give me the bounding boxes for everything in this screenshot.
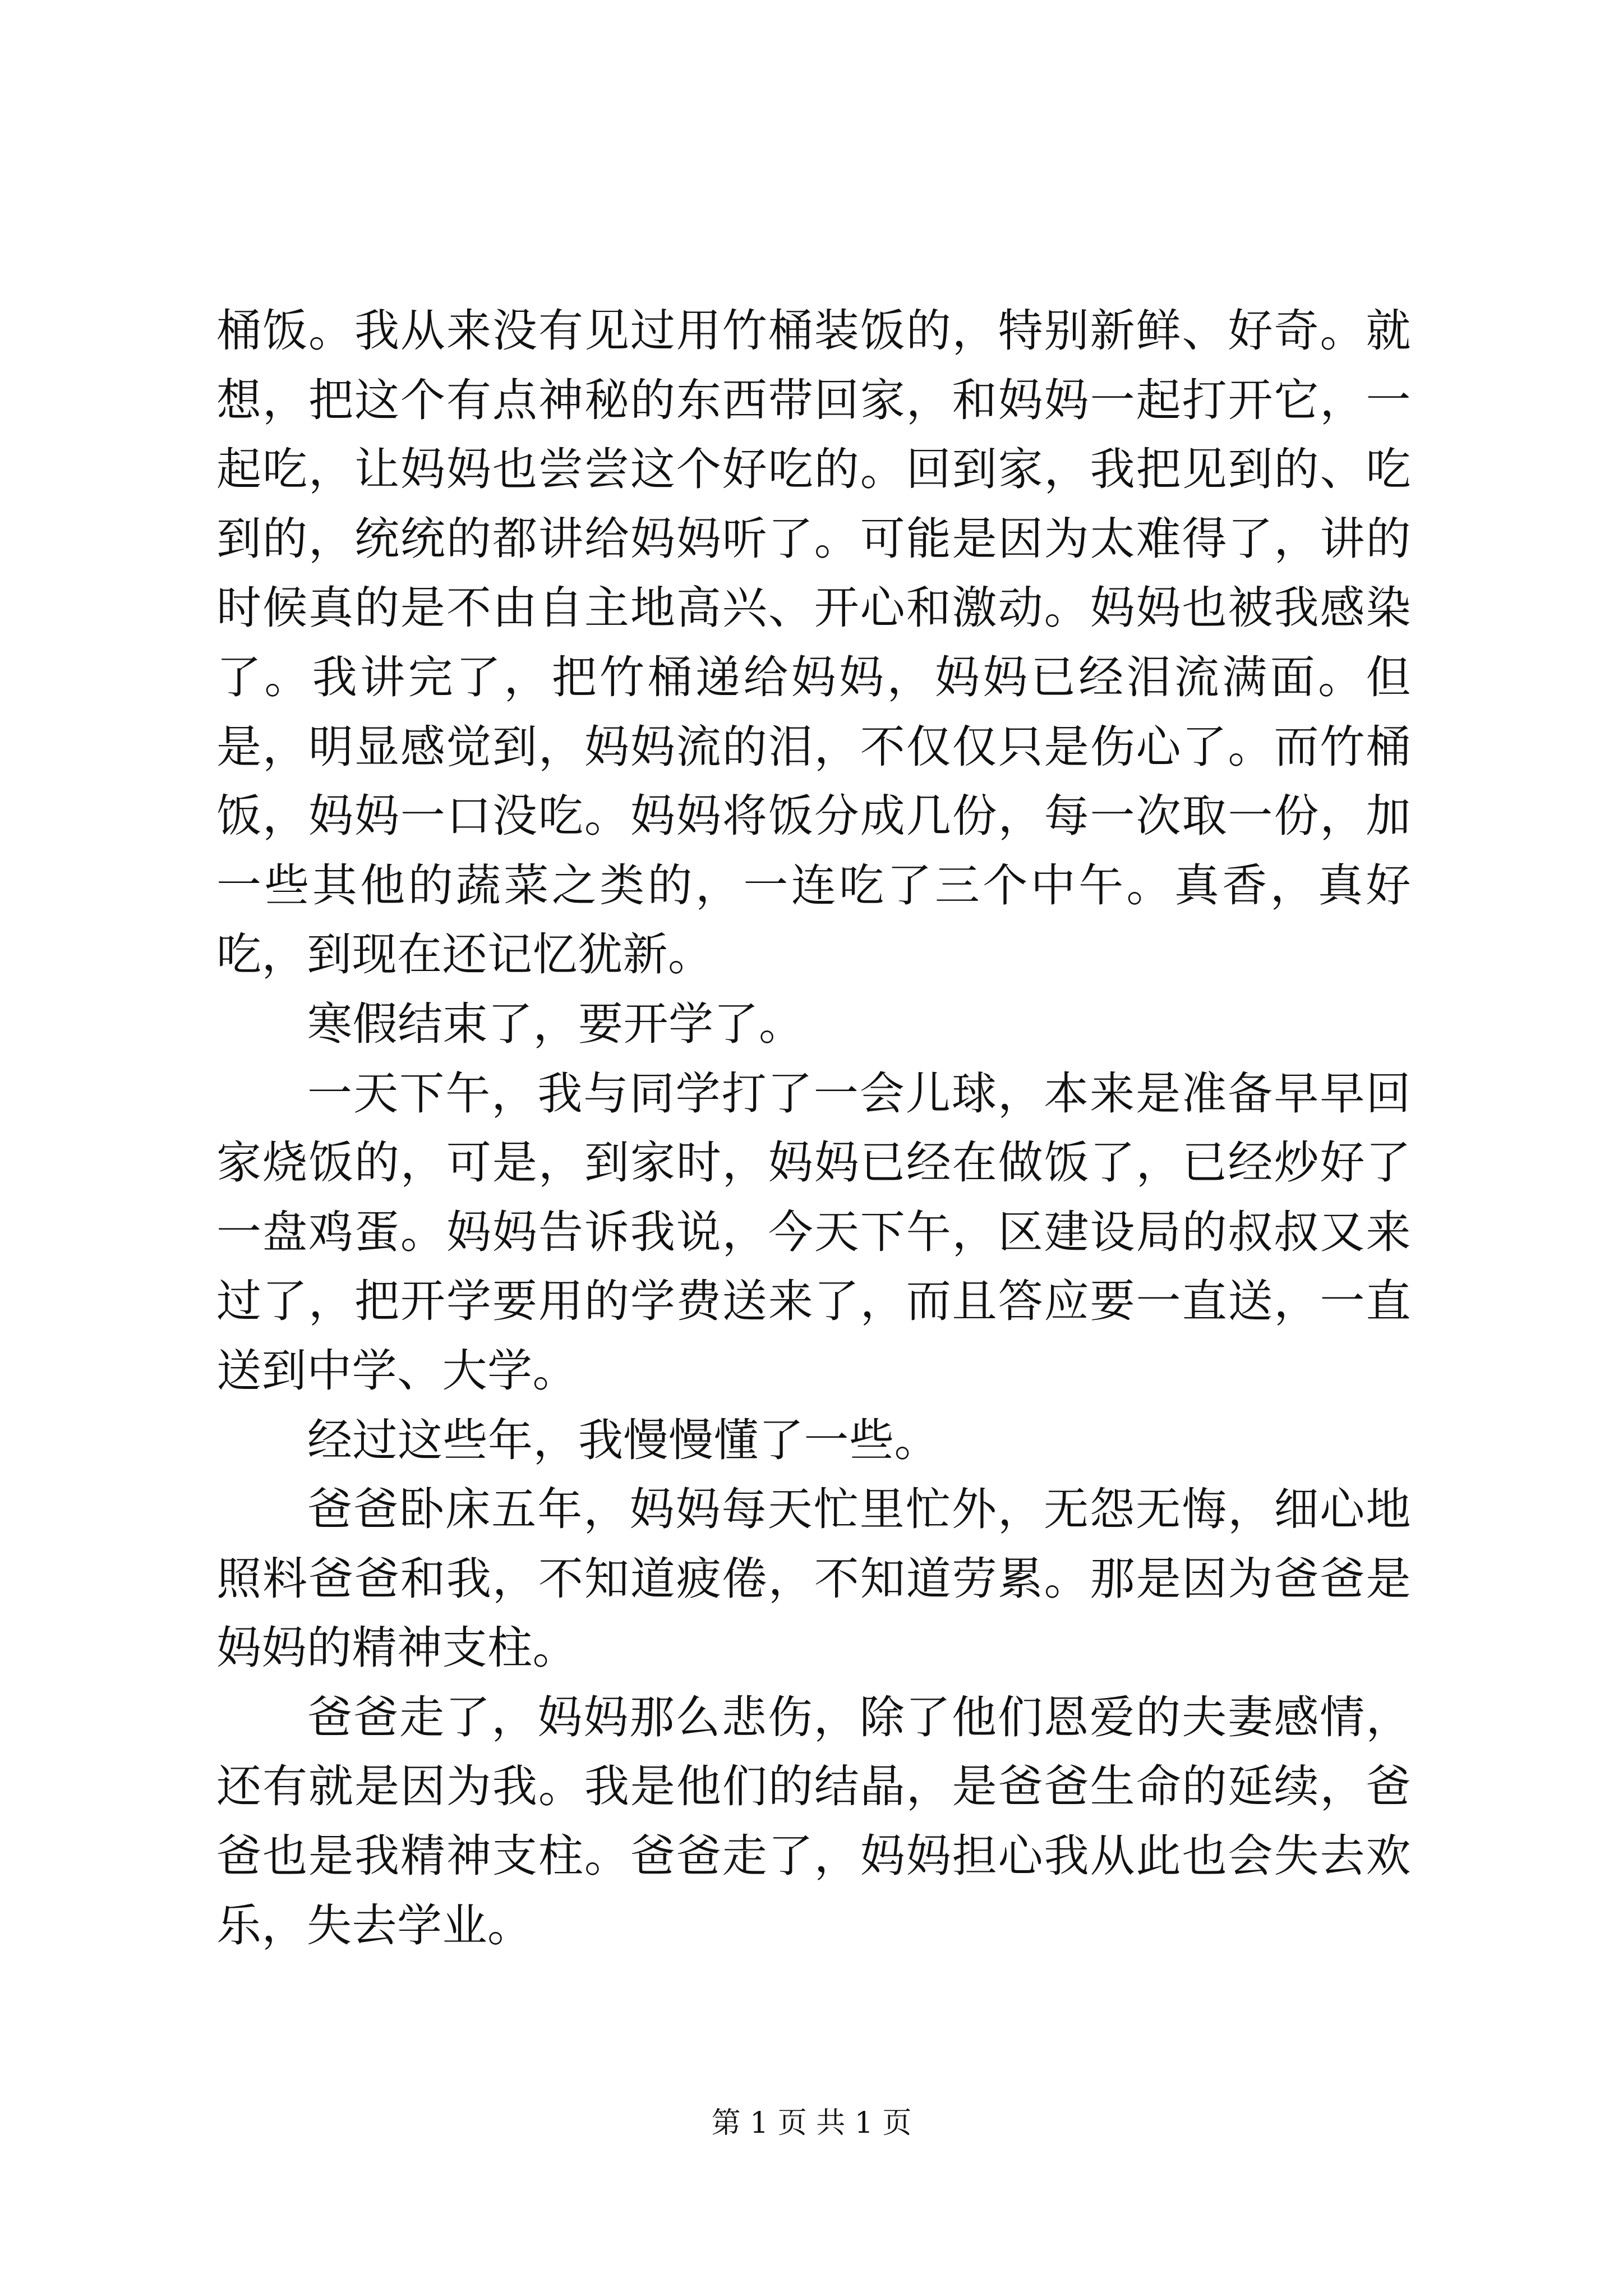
document-body xyxy=(216,296,1411,1960)
page-footer: 第 1 页 共 1 页 xyxy=(711,2106,912,2140)
paragraph-5: 爸爸卧床五年，妈妈每天忙里忙外，无怨无悔，细心地照料爸爸和我，不知道疲倦，不知道劳累。那是因为爸爸是妈妈的精神支柱。 xyxy=(216,1483,1411,1674)
paragraph-1: 桶饭。我从来没有见过用竹桶装饭的，特别新鲜、好奇。就想，把这个有点神秘的东西带回家，和妈妈一起打开它，一起吃，让妈妈也尝尝这个好吃的。回到家，我把见到的、吃到的，统统的都讲给妈妈听了。可能是因为太难得了，讲的时候真的是不由自主地高兴、开心和激动。妈妈也被我感染了。我讲完了，把竹桶递给妈妈，妈妈已经泪流满面。但是，明显感觉到，妈妈流的泪，不仅仅只是伤心了。而竹桶饭，妈妈一口没吃。妈妈将饭分成几份，每一次取一份，加一些其他的蔬菜之类的，一连吃了三个中午。真香，真好吃，到现在还记忆犹新。 xyxy=(216,305,1411,981)
paragraph-6: 爸爸走了，妈妈那么悲伤，除了他们恩爱的夫妻感情，还有就是因为我。我是他们的结晶，是爸爸生命的延续，爸爸也是我精神支柱。爸爸走了，妈妈担心我从此也会失去欢乐，失去学业。 xyxy=(216,1691,1411,1952)
paragraph-3: 一天下午，我与同学打了一会儿球，本来是准备早早回家烧饭的，可是，到家时，妈妈已经在做饭了，已经炒好了一盘鸡蛋。妈妈告诉我说，今天下午，区建设局的叔叔又来过了，把开学要用的学费送来了，而且答应要一直送，一直送到中学、大学。 xyxy=(216,1067,1411,1397)
paragraph-2: 寒假结束了，要开学了。 xyxy=(307,997,804,1050)
paragraph-4: 经过这些年，我慢慢懂了一些。 xyxy=(307,1414,939,1466)
